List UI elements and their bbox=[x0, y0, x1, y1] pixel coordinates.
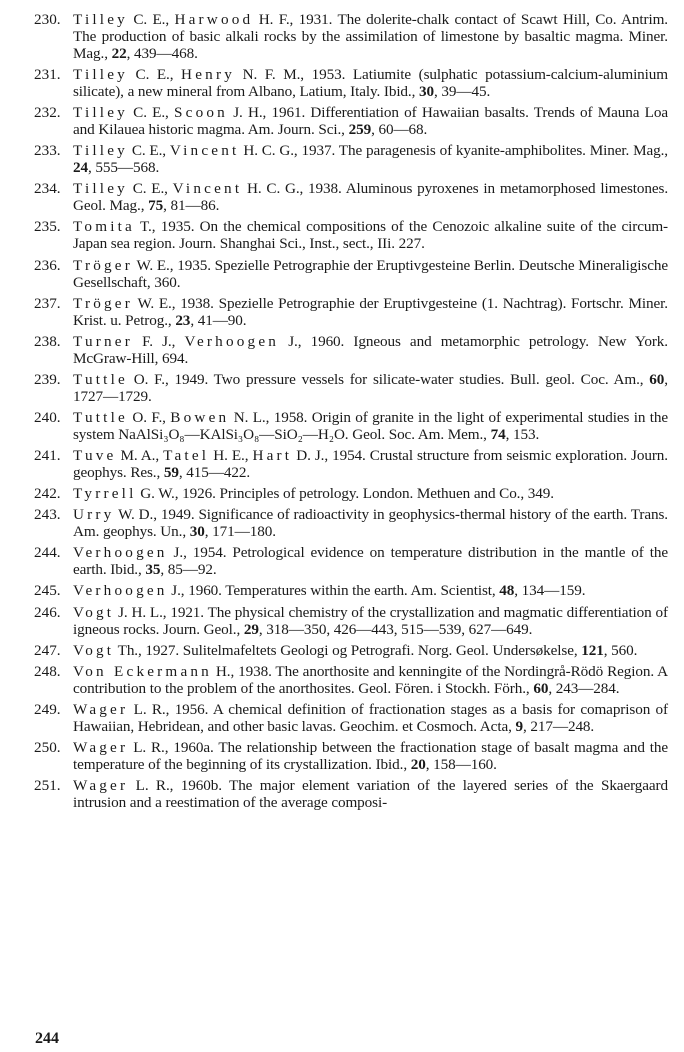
author-surname: Tyrrell bbox=[73, 485, 137, 503]
author-initials: H. E., bbox=[209, 447, 253, 465]
reference-text bbox=[73, 257, 668, 291]
reference-number: 233. bbox=[34, 142, 61, 160]
reference-pages: , 60—68. bbox=[371, 121, 428, 139]
reference-pages: , 555—568. bbox=[88, 159, 160, 177]
author-initials: J., bbox=[167, 582, 189, 600]
reference-number: 234. bbox=[34, 180, 61, 198]
reference-number: 232. bbox=[34, 104, 61, 122]
author-initials: W. E., bbox=[133, 294, 181, 312]
reference-citation: 1954. Crustal structure from seismic exploration. Journ. geophys. Res., bbox=[73, 447, 668, 482]
author-surname: Verhoogen bbox=[73, 582, 168, 600]
reference-volume: 29 bbox=[243, 620, 259, 638]
author-initials: W. E., bbox=[133, 256, 178, 274]
author-surname: Tröger bbox=[73, 294, 133, 312]
author-initials: M. A., bbox=[116, 447, 164, 465]
reference-citation: 1961. Differentiation of Hawaiian basalts. Trends of Mauna Loa and Kilauea historic magma. Am. Journ. Sci., bbox=[73, 104, 668, 139]
author-initials: N. L., bbox=[229, 408, 274, 426]
author-surname: Vogt bbox=[73, 603, 115, 621]
author-surname: Bowen bbox=[170, 408, 230, 426]
reference-number: 245. bbox=[34, 582, 61, 600]
reference-citation: 1960. Temperatures within the earth. Am. Scientist, bbox=[188, 582, 500, 600]
reference-citation: 1935. Spezielle Petrographie der Eruptivgesteine Berlin. Deutsche Mineraligische Gesellschaft, 360. bbox=[73, 256, 668, 291]
reference-entry bbox=[34, 777, 668, 811]
reference-citation: 1960. Igneous and metamorphic petrology. New York. McGraw-Hill, 694. bbox=[73, 332, 668, 367]
reference-citation: 1949. Two pressure vessels for silicate-water studies. Bull. geol. Coc. Am., bbox=[174, 370, 650, 388]
author-surname: Tuve bbox=[73, 447, 117, 465]
reference-entry bbox=[34, 447, 668, 481]
reference-citation: 1921. The physical chemistry of the crystallization and magmatic differentiation of igneous rocks. Journ. Geol., bbox=[73, 603, 668, 638]
reference-entry bbox=[34, 295, 668, 329]
reference-citation: 1960b. The major element variation of the layered series of the Skaergaard intrusion and a reestimation of the average composi- bbox=[73, 776, 668, 811]
reference-entry bbox=[34, 506, 668, 540]
author-surname: Urry bbox=[73, 506, 115, 524]
author-surname: Harwood bbox=[174, 11, 254, 28]
reference-volume: 74 bbox=[490, 425, 506, 443]
author-surname: Tröger bbox=[73, 256, 133, 274]
reference-entry bbox=[34, 180, 668, 214]
reference-entry bbox=[34, 663, 668, 697]
author-initials: W. D., bbox=[114, 506, 161, 524]
reference-volume: 48 bbox=[499, 582, 515, 600]
author-initials: L. R., bbox=[128, 700, 175, 718]
author-surname: Henry bbox=[181, 66, 236, 84]
reference-entry bbox=[34, 142, 668, 176]
reference-text bbox=[73, 663, 668, 697]
reference-text bbox=[73, 142, 668, 176]
reference-volume: 75 bbox=[148, 197, 164, 215]
author-initials: C. E., bbox=[127, 104, 174, 122]
page-number: 244 bbox=[35, 1030, 59, 1047]
author-initials: L. R., bbox=[128, 738, 174, 756]
reference-citation: 1958. Origin of granite in the light of experimental studies in the system NaAlSi₃O₈—KAlSi₃O₈—SiO₂—H₂O. Geol. Soc. Am. Mem., bbox=[73, 408, 669, 443]
reference-entry bbox=[34, 104, 668, 138]
reference-text bbox=[73, 333, 668, 367]
reference-pages: , 171—180. bbox=[204, 523, 276, 541]
reference-volume: 23 bbox=[175, 311, 191, 329]
reference-number: 246. bbox=[34, 603, 61, 621]
author-initials: O. F., bbox=[127, 408, 171, 426]
reference-pages: , 134—159. bbox=[514, 582, 586, 600]
reference-text bbox=[73, 485, 668, 502]
reference-entry bbox=[34, 371, 668, 405]
reference-list bbox=[34, 11, 668, 815]
reference-volume: 30 bbox=[189, 523, 205, 541]
reference-text bbox=[73, 409, 668, 443]
reference-volume: 30 bbox=[419, 83, 435, 101]
reference-citation: 1953. Latiumite (sulphatic potassium-calcium-aluminium silicate), a new mineral from Albano, Latium, Italy. Ibid., bbox=[73, 66, 669, 101]
author-initials: G. W., bbox=[136, 485, 183, 503]
author-initials: J. H., bbox=[227, 104, 272, 122]
reference-number: 239. bbox=[34, 370, 61, 388]
reference-volume: 35 bbox=[145, 561, 161, 579]
reference-number: 231. bbox=[34, 66, 61, 84]
author-surname: Vogt bbox=[73, 641, 115, 659]
reference-text bbox=[73, 218, 668, 252]
reference-entry bbox=[34, 544, 668, 578]
reference-number: 242. bbox=[34, 485, 61, 503]
author-initials: H., bbox=[211, 662, 239, 680]
author-initials: D. J., bbox=[292, 447, 333, 465]
author-surname: Tilley bbox=[73, 142, 128, 160]
reference-number: 251. bbox=[34, 776, 61, 794]
reference-citation: 1949. Significance of radioactivity in geophysics-thermal history of the earth. Trans. Am. geophys. Un., bbox=[73, 506, 668, 541]
author-surname: Wager bbox=[73, 700, 129, 718]
reference-pages: , 153. bbox=[505, 425, 540, 443]
reference-text bbox=[73, 582, 668, 599]
reference-number: 240. bbox=[34, 408, 61, 426]
reference-pages: , 243—284. bbox=[548, 679, 620, 697]
reference-citation: 1960a. The relationship between the fractionation stage of basalt magma and the temperature of the beginning of its crystallization. Ibid., bbox=[73, 738, 669, 773]
reference-text bbox=[73, 104, 668, 138]
reference-pages: , 39—45. bbox=[434, 83, 491, 101]
reference-pages: , 560. bbox=[603, 641, 638, 659]
reference-entry bbox=[34, 485, 668, 502]
reference-citation: 1927. Sulitelmafeltets Geologi og Petrografi. Norg. Geol. Undersøkelse, bbox=[145, 641, 582, 659]
reference-text bbox=[73, 295, 668, 329]
reference-number: 244. bbox=[34, 544, 61, 562]
reference-text bbox=[73, 777, 668, 811]
author-surname: Von Eckermann bbox=[73, 662, 212, 680]
reference-entry bbox=[34, 739, 668, 773]
author-initials: J. H. L., bbox=[114, 603, 171, 621]
reference-pages: , 41—90. bbox=[190, 311, 247, 329]
reference-entry bbox=[34, 604, 668, 638]
author-surname: Tatel bbox=[163, 447, 210, 465]
reference-pages: , 217—248. bbox=[522, 717, 595, 735]
reference-text bbox=[73, 66, 668, 100]
author-initials: Th., bbox=[114, 641, 146, 659]
author-surname: Vincent bbox=[169, 142, 240, 160]
author-initials: C. E., bbox=[127, 11, 175, 28]
author-initials: T., bbox=[135, 218, 161, 236]
reference-number: 236. bbox=[34, 256, 61, 274]
reference-entry bbox=[34, 701, 668, 735]
author-surname: Wager bbox=[73, 738, 129, 756]
reference-text bbox=[73, 506, 668, 540]
reference-number: 250. bbox=[34, 738, 61, 756]
author-initials: F. J., bbox=[133, 332, 185, 350]
reference-citation: 1938. Aluminous pyroxenes in metamorphosed limestones. Geol. Mag., bbox=[73, 180, 669, 215]
author-surname: Vincent bbox=[172, 180, 243, 198]
reference-number: 235. bbox=[34, 218, 61, 236]
author-surname: Tilley bbox=[73, 11, 128, 28]
author-surname: Tilley bbox=[73, 104, 128, 122]
reference-citation: 1938. Spezielle Petrographie der Eruptivgesteine (1. Nachtrag). Fortschr. Miner. Krist. u. Petrog., bbox=[73, 294, 668, 329]
reference-number: 237. bbox=[34, 294, 61, 312]
reference-entry bbox=[34, 218, 668, 252]
reference-number: 238. bbox=[34, 332, 61, 350]
reference-entry bbox=[34, 66, 668, 100]
reference-entry bbox=[34, 257, 668, 291]
reference-citation: 1937. The paragenesis of kyanite-amphibolites. Miner. Mag., bbox=[301, 142, 668, 160]
reference-entry bbox=[34, 582, 668, 599]
reference-entry bbox=[34, 11, 668, 62]
reference-pages: , 1727—1729. bbox=[73, 370, 668, 405]
reference-pages: , 439—468. bbox=[126, 45, 198, 62]
reference-citation: 1954. Petrological evidence on temperature distribution in the mantle of the earth. Ibid., bbox=[73, 544, 668, 579]
reference-volume: 24 bbox=[73, 159, 88, 177]
reference-number: 241. bbox=[34, 447, 61, 465]
author-surname: Turner bbox=[73, 332, 133, 350]
reference-entry bbox=[34, 409, 668, 443]
reference-number: 247. bbox=[34, 641, 61, 659]
author-surname: Tilley bbox=[73, 66, 128, 84]
reference-text bbox=[73, 701, 668, 735]
author-initials: C. E., bbox=[127, 180, 173, 198]
reference-volume: 59 bbox=[163, 464, 179, 482]
reference-text bbox=[73, 447, 668, 481]
reference-number: 230. bbox=[34, 11, 61, 28]
author-initials: N. F. M., bbox=[235, 66, 312, 84]
author-initials: C. E., bbox=[127, 66, 182, 84]
author-initials: O. F., bbox=[127, 370, 175, 388]
author-surname: Verhoogen bbox=[184, 332, 280, 350]
author-surname: Scoon bbox=[173, 104, 228, 122]
reference-text bbox=[73, 544, 668, 578]
reference-pages: , 415—422. bbox=[178, 464, 251, 482]
reference-volume: 20 bbox=[410, 755, 426, 773]
author-surname: Wager bbox=[73, 776, 129, 794]
author-surname: Tomita bbox=[73, 218, 136, 236]
reference-volume: 121 bbox=[581, 641, 604, 659]
author-initials: H. F., bbox=[253, 11, 299, 28]
reference-entry bbox=[34, 642, 668, 659]
reference-number: 243. bbox=[34, 506, 61, 524]
reference-volume: 60 bbox=[649, 370, 665, 388]
author-initials: H. C. G., bbox=[239, 142, 302, 160]
author-initials: C. E., bbox=[127, 142, 170, 160]
reference-pages: , 318—350, 426—443, 515—539, 627—649. bbox=[258, 620, 533, 638]
author-surname: Hart bbox=[252, 447, 293, 465]
reference-citation: 1926. Principles of petrology. London. Methuen and Co., 349. bbox=[182, 485, 554, 503]
author-initials: H. C. G., bbox=[242, 180, 309, 198]
reference-text bbox=[73, 604, 668, 638]
reference-text bbox=[73, 642, 668, 659]
reference-pages: , 81—86. bbox=[163, 197, 220, 215]
author-surname: Tuttle bbox=[73, 370, 128, 388]
reference-citation: 1931. The dolerite-chalk contact of Scawt Hill, Co. Antrim. The production of basic alkali rocks by the assimilation of limestone by basaltic magma. Miner. Mag., bbox=[73, 11, 668, 62]
reference-citation: 1935. On the chemical compositions of the Cenozoic alkaline suite of the circum-Japan sea region. Journ. Shanghai Sci., Inst., sect., IIi. 227. bbox=[73, 218, 669, 253]
author-initials: L. R., bbox=[128, 776, 181, 794]
reference-number: 249. bbox=[34, 700, 61, 718]
reference-number: 248. bbox=[34, 662, 61, 680]
reference-volume: 22 bbox=[111, 45, 127, 62]
reference-volume: 60 bbox=[533, 679, 549, 697]
reference-text bbox=[73, 180, 668, 214]
reference-citation: 1938. The anorthosite and kenningite of the Nordingrå-Rödö Region. A contribution to the problem of the anorthosites. Geol. Fören. i Stockh. Förh., bbox=[73, 662, 669, 697]
reference-volume: 259 bbox=[348, 121, 372, 139]
author-surname: Verhoogen bbox=[73, 544, 168, 562]
reference-pages: , 158—160. bbox=[425, 755, 497, 773]
reference-entry bbox=[34, 333, 668, 367]
reference-volume: 9 bbox=[515, 717, 523, 735]
author-initials: J., bbox=[167, 544, 193, 562]
author-surname: Tilley bbox=[73, 180, 128, 198]
author-initials: J., bbox=[279, 332, 311, 350]
reference-text bbox=[73, 371, 668, 405]
reference-text bbox=[73, 739, 668, 773]
reference-citation: 1956. A chemical definition of fractionation stages as a basis for comaprison of Hawaiian, Hebridean, and other basic lavas. Geochim. et Cosmoch. Acta, bbox=[73, 700, 669, 735]
author-surname: Tuttle bbox=[73, 408, 128, 426]
reference-text bbox=[73, 11, 668, 62]
reference-pages: , 85—92. bbox=[160, 561, 217, 579]
